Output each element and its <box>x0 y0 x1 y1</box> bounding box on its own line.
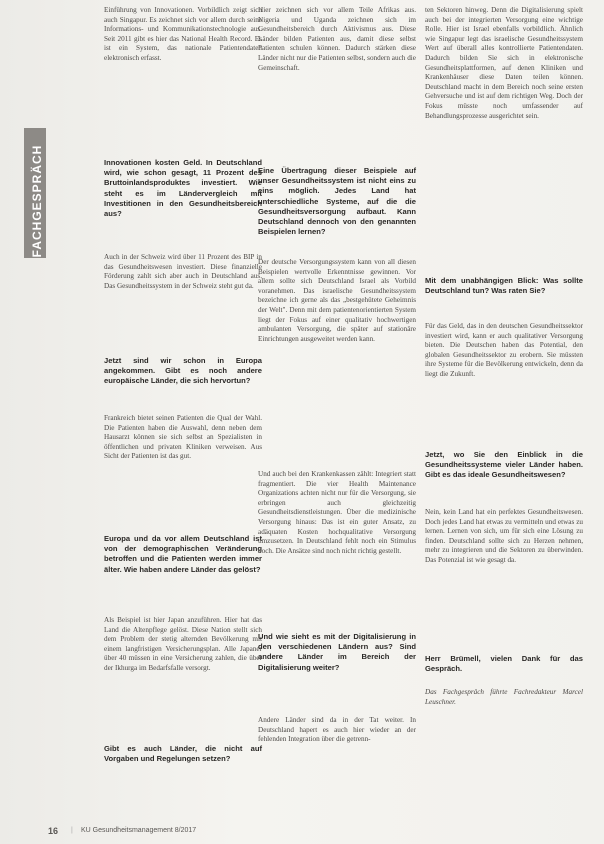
paragraph: ten Sektoren hinweg. Denn die Digitalisierung spielt auch bei der integrierten Versorgung eine wichtige Rolle. Hier ist Israel ebenfalls vorbildlich. Ähnlich wie Singapur legt das israelische Gesundheitssystem Wert auf überall alles kontrollierte Patientendaten. Dadurch bilden Sie sich in elektronische Gesundheitsplattformen, auf denen Kliniken und Krankenhäuser diese Daten teilen können. Deutschland macht in dem Bereich noch seine ersten Gehversuche und ist auf dem richtigen Weg. Doch der Fokus müsste noch umfassender auf Behandlungsprozesse ausgerichtet sein. <box>425 6 583 120</box>
interview-question: Eine Übertragung dieser Beispiele auf unser Gesundheitssystem ist nicht eins zu eins möglich. Jedes Land hat unterschiedliche Systeme, auf die die Gesundheitsversorgung aufbaut. Kann Deutschland dennoch von den genannten Beispielen lernen? <box>258 166 416 237</box>
page-footer <box>48 826 408 838</box>
interview-question: Innovationen kosten Geld. In Deutschland wird, wie schon gesagt, 11 Prozent des Bruttoinlandsproduktes investiert. Wie steht es im Ländervergleich mit Investitionen in den Gesundheitsbereich aus? <box>104 158 262 219</box>
footer-separator: | <box>71 827 73 834</box>
section-tag <box>24 128 46 258</box>
paragraph: Hier zeichnen sich vor allem Teile Afrikas aus. Nigeria und Uganda zeichnen sich im Gesundheitsbereich durch Aktivismus aus. Diese Länder bilden Patienten aus, damit diese selbst Patienten schulen können. Dadurch stärken diese Länder nicht nur die Patienten selbst, sondern auch die Gemeinschaft. <box>258 6 416 72</box>
section-tag-label: FACHGESPRÄCH <box>30 144 44 258</box>
interview-question: Mit dem unabhängigen Blick: Was sollte Deutschland tun? Was raten Sie? <box>425 276 583 296</box>
interview-question: Jetzt sind wir schon in Europa angekommen. Gibt es noch andere europäische Länder, die sich hervortun? <box>104 356 262 386</box>
interview-question: Jetzt, wo Sie den Einblick in die Gesundheitssysteme vieler Länder haben. Gibt es das ideale Gesundheitswesen? <box>425 450 583 480</box>
paragraph: Einführung von Innovationen. Vorbildlich zeigt sich auch Singapur. Es zeichnet sich vor allem durch seine Informations- und Kommunikationstechnologie aus. Seit 2011 gibt es hier das National Health Record. Es ist ein System, das nationale Patientendaten elektronisch erfasst. <box>104 6 262 62</box>
paragraph: Frankreich bietet seinen Patienten die Qual der Wahl. Die Patienten haben die Auswahl, denn neben dem Hausarzt können sie sich selbst an Spezialisten in öffentlichen und privaten Kliniken verweisen. Aus Sicht der Patienten ist das gut. <box>104 414 262 461</box>
closing-thanks: Herr Brümell, vielen Dank für das Gespräch. <box>425 654 583 674</box>
interview-question: Und wie sieht es mit der Digitalisierung in den verschiedenen Ländern aus? Sind andere Länder im Bereich der Digitalisierung weiter? <box>258 632 416 672</box>
paragraph: Nein, kein Land hat ein perfektes Gesundheitswesen. Doch jedes Land hat etwas zu vermitteln und etwas zu lernen. Lernen von sich, um für sich eine Lösung zu finden. Deutschland sollte sich zu Herzen nehmen, mehr zu integrieren und die Sektoren zu überwinden. Das Potenzial ist wie gesagt da. <box>425 508 583 564</box>
interviewer-credit: Das Fachgespräch führte Fachredakteur Marcel Leuschner. <box>425 688 583 706</box>
publication-title: KU Gesundheitsmanagement 8/2017 <box>81 827 197 834</box>
paragraph: Für das Geld, das in den deutschen Gesundheitssektor investiert wird, kann er auch qualitativer Versorgung bieten. Die Deutschen haben das Potential, den globalen Gesundheitssektor zu erobern. Sie müssten ihre Systeme für die Bevölkerung entwickeln, denn da liegt die Zukunft. <box>425 322 583 378</box>
interview-question: Europa und da vor allem Deutschland ist von der demographischen Veränderung betroffen und die Patienten werden immer älter. Wie haben andere Länder das gelöst? <box>104 534 262 574</box>
paragraph: Und auch bei den Krankenkassen zählt: Integriert statt fragmentiert. Die vier Health Maintenance Organizations achten nicht nur für die Versorgung, sie erbringen auch gleichzeitig Gesundheitsdienstleistungen. Über die medizinische Versorgung hinaus: Das ist ein guter Ansatz, zu adäquaten Kosten hochqualitative Versorgung umzusetzen. In Deutschland fehlt noch ein Stimulus noch. Die Ansätze sind noch nicht richtig gestellt. <box>258 470 416 555</box>
interview-question: Gibt es auch Länder, die nicht auf Vorgaben und Regelungen setzen? <box>104 744 262 764</box>
page-number: 16 <box>48 826 59 836</box>
paragraph: Als Beispiel ist hier Japan anzuführen. Hier hat das Land die Altenpflege gelöst. Diese Nation stellt sich dem Problem der stetig alternden Bevölkerung mit einem langfristigen Versicherungsplan. Alle Japaner über 40 müssen in eine Versicherung zahlen, die über der Ikhurga im Bedarfsfalle versorgt. <box>104 616 262 672</box>
paragraph: Der deutsche Versorgungssystem kann von all diesen Beispielen wertvolle Erkenntnisse gewinnen. Vor allem sollte sich Deutschland Israel als Vorbild voranehmen. Das israelische Gesundheitssystem bezeichne ich gerne als das „bestgehütete Geheimnis der Welt". Denn mit dem patientenorientierten System liegt der Fokus auf einer qualitativ hochwertigen ambulanten Versorgung, die später auf stationäre Einrichtungen ausgeweitet werden kann. <box>258 258 416 343</box>
paragraph: Auch in der Schweiz wird über 11 Prozent des BIP in das Gesundheitswesen investiert. Diese finanzielle Förderung zahlt sich aber auch in Deutschland aus. Das Gesundheitssystem in der Schweiz steht gut da. <box>104 253 262 290</box>
paragraph: Andere Länder sind da in der Tat weiter. In Deutschland hapert es auch hier wieder an der fehlenden Integration über die getrenn- <box>258 716 416 744</box>
